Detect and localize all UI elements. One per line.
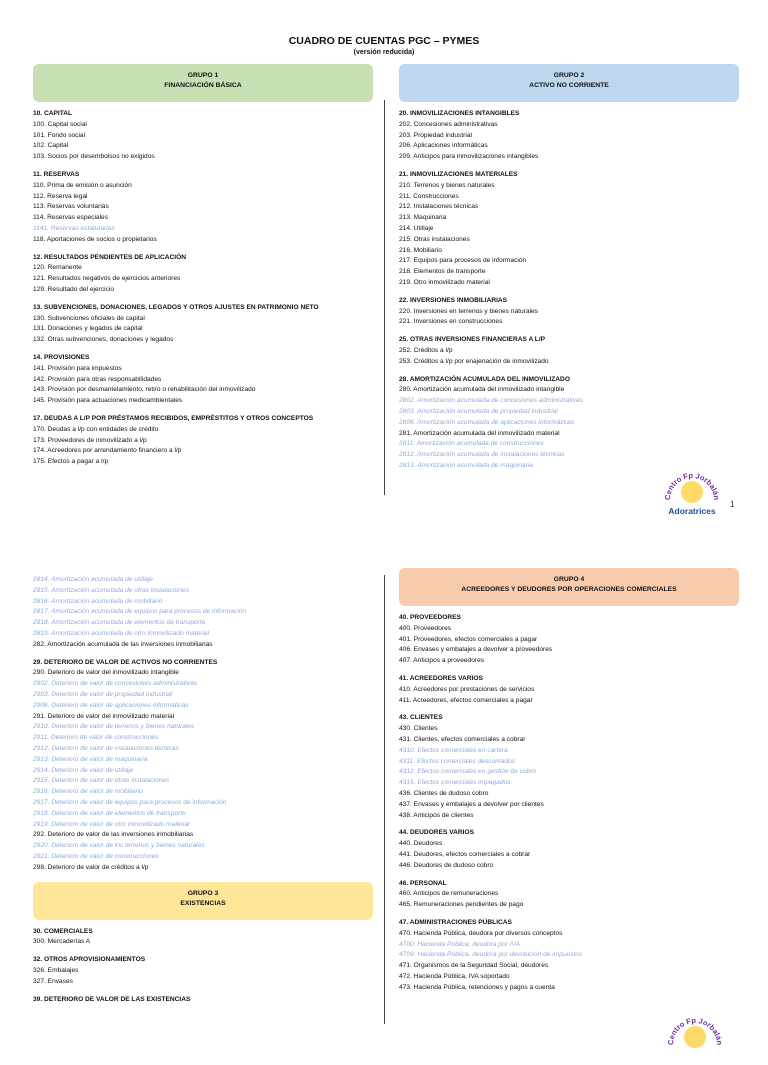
- subaccount-line: 2819. Amortización acumulada de otro inmovilizado material: [33, 629, 210, 637]
- account-line: 113. Reservas voluntarias: [33, 203, 109, 211]
- account-line: 174. Acreedores por arrendamiento financiero a l/p: [33, 447, 182, 455]
- logo-arc-text: Centro Fp Jorbalán: [665, 1015, 725, 1046]
- subaccount-line: 2818. Amortización acumulada de elementos de transporte: [33, 619, 206, 627]
- account-line: 280. Amortización acumulada del inmovilizado intangible: [399, 386, 565, 394]
- account-line: 132. Otras subvenciones, donaciones y legados: [33, 336, 174, 344]
- document-subtitle: (versión reducida): [353, 49, 415, 56]
- account-line: 465. Remuneraciones pendientes de pago: [399, 901, 524, 909]
- account-line: 173. Proveedores de inmovilizado a l/p: [33, 436, 147, 444]
- account-line: 473. Hacienda Pública, retenciones y pagos a cuenta: [399, 983, 555, 991]
- account-line: 141. Provisión para impuestos: [33, 364, 122, 372]
- subaccount-line: 2814. Amortización acumulada de utillaje: [33, 576, 153, 583]
- account-line: 213. Maquinaria: [399, 214, 447, 222]
- group-1-column: [33, 64, 373, 468]
- account-line: 401. Proveedores, efectos comerciales a pagar: [399, 635, 538, 643]
- account-section: [33, 353, 373, 407]
- section-heading: 10. CAPITAL: [33, 110, 73, 117]
- account-line: 215. Otras instalaciones: [399, 235, 470, 243]
- group-4-sections: [399, 613, 739, 994]
- account-line: 100. Capital social: [33, 120, 87, 128]
- account-line: 470. Hacienda Pública, deudora por diversos conceptos: [399, 929, 563, 937]
- account-line: 282. Amortización acumulada de las inversiones inmobiliarias: [33, 640, 213, 648]
- account-section: [399, 674, 739, 706]
- subaccount-line: 2811. Amortización acumulada de construcciones: [399, 440, 544, 448]
- subaccount-line: 2912. Deterioro de valor de instalaciones técnicas: [33, 744, 179, 752]
- account-line: 170. Deudas a l/p con entidades de crédito: [33, 425, 159, 433]
- account-section: [399, 170, 739, 289]
- subaccount-line: 2914. Deterioro de valor de utillaje: [33, 766, 134, 774]
- account-line: 216. Mobiliario: [399, 246, 442, 254]
- logo-name: Adoratrices: [668, 506, 716, 516]
- column-divider: [384, 575, 385, 1024]
- account-section: [399, 613, 739, 667]
- account-line: 440. Deudores: [399, 840, 443, 848]
- subaccount-line: 2906. Deterioro de valor de aplicaciones informáticas: [33, 701, 189, 709]
- account-line: 221. Inversiones en construcciones: [399, 318, 503, 326]
- group-2-continued-column: [33, 575, 373, 1005]
- account-line: 253. Créditos a l/p por enajenación de inmovilizado: [399, 357, 549, 365]
- subaccount-line: 2812. Amortización acumulada de instalaciones técnicas: [399, 451, 565, 459]
- account-line: 214. Utillaje: [399, 224, 434, 232]
- group-1-sections: [33, 109, 373, 468]
- subaccount-line: 2919. Deterioro de valor de otro inmovilizado material: [33, 820, 190, 828]
- group-2-header: [399, 64, 739, 102]
- account-line: 411. Acreedores, efectos comerciales a pagar: [399, 696, 533, 704]
- group-title: ACREEDORES Y DEUDORES POR OPERACIONES COMERCIALES: [461, 586, 677, 593]
- account-line: 437. Envases y embalajes a devolver por clientes: [399, 800, 544, 808]
- group-title: ACTIVO NO CORRIENTE: [529, 82, 609, 89]
- account-line: 326. Embalajes: [33, 966, 79, 974]
- account-line: 110. Prima de emisión o asunción: [33, 181, 132, 189]
- subaccount-line: 4311. Efectos comerciales descontados: [399, 757, 516, 765]
- subaccount-line: 2816. Amortización acumulada de mobiliario: [33, 597, 163, 605]
- group-2-continued-sections: [33, 575, 373, 874]
- account-line: 446. Deudores de dudoso cobro: [399, 861, 494, 869]
- account-line: 131. Donaciones y legados de capital: [33, 325, 143, 333]
- subaccount-line: 4315. Efectos comerciales impagados: [399, 779, 511, 787]
- section-heading: 11. RESERVAS: [33, 170, 80, 178]
- group-2-column: [399, 64, 739, 472]
- account-line: 114. Reservas especiales: [33, 214, 109, 222]
- subaccount-line: 4700. Hacienda Pública, deudora por IVA: [399, 940, 520, 948]
- account-line: 143. Provisión por desmantelamiento, retiro o rehabilitación del inmovilizado: [33, 386, 256, 394]
- subaccount-line: 2806. Amortización acumulada de aplicaciones informáticas: [399, 418, 574, 426]
- subaccount-line: 2920. Deterioro de valor de los terrenos y bienes naturales: [33, 842, 205, 850]
- account-section: [33, 170, 373, 246]
- account-line: 438. Anticipos de clientes: [399, 811, 474, 819]
- logo-emblem-icon: [665, 1005, 725, 1053]
- account-line: 281. Amortización acumulada del inmovilizado material: [399, 429, 560, 437]
- section-heading: 14. PROVISIONES: [33, 353, 90, 361]
- subaccount-line: 4709. Hacienda Pública, deudora por devolución de impuestos: [399, 951, 583, 959]
- account-line: 460. Anticipos de remuneraciones: [399, 890, 499, 898]
- section-heading: 43. CLIENTES: [399, 714, 443, 722]
- account-line: 327. Envases: [33, 977, 73, 985]
- account-line: 101. Fondo social: [33, 131, 86, 139]
- subaccount-line: 2803. Amortización acumulada de propiedad industrial: [399, 407, 558, 415]
- account-line: 120. Remanente: [33, 264, 82, 272]
- section-heading: 29. DETERIORO DE VALOR DE ACTIVOS NO CORRIENTES: [33, 658, 218, 666]
- page-number: 1: [730, 500, 735, 509]
- account-line: 129. Resultado del ejercicio: [33, 285, 115, 293]
- centro-fp-logo: [665, 1005, 735, 1065]
- account-section: [399, 335, 739, 367]
- subaccount-line: 2917. Deterioro de valor de equipos para procesos de información: [33, 798, 227, 806]
- account-section: [33, 109, 373, 163]
- account-section: [33, 658, 373, 874]
- column-divider: [384, 100, 385, 495]
- account-line: 431. Clientes, efectos comerciales a cobrar: [399, 735, 526, 743]
- account-line: 218. Elementos de transporte: [399, 268, 486, 276]
- subaccount-line: 2815. Amortización acumulada de otras instalaciones: [33, 586, 189, 594]
- subaccount-line: 4312. Efectos comerciales en gestión de cobro: [399, 768, 537, 776]
- account-line: 220. Inversiones en terrenos y bienes naturales: [399, 307, 538, 315]
- account-section: [399, 713, 739, 821]
- account-section: [33, 955, 373, 987]
- account-line: 300. Mercaderías A: [33, 938, 91, 946]
- account-line: 410. Acreedores por prestaciones de servicios: [399, 685, 535, 693]
- section-heading: 44. DEUDORES VARIOS: [399, 829, 474, 837]
- account-line: 212. Instalaciones técnicas: [399, 203, 479, 211]
- subaccount-line: 2913. Deterioro de valor de maquinaria: [33, 755, 148, 763]
- account-line: 121. Resultados negativos de ejercicios anteriores: [33, 275, 181, 283]
- account-section: [399, 296, 739, 328]
- account-line: 130. Subvenciones oficiales de capital: [33, 314, 145, 322]
- account-section: [33, 995, 373, 1006]
- subaccount-line: 2918. Deterioro de valor de elementos de transporte: [33, 809, 186, 817]
- account-line: 291. Deterioro de valor del inmovilizado material: [33, 712, 175, 720]
- subaccount-line: 2817. Amortización acumulada de equipos para procesos de información: [33, 608, 247, 616]
- subaccount-line: 1141. Reservas estatutarias: [33, 224, 115, 232]
- group-number: GRUPO 1: [187, 72, 219, 79]
- group-4-header: [399, 568, 739, 606]
- section-heading: 46. PERSONAL: [399, 879, 447, 887]
- subaccount-line: 2911. Deterioro de valor de construcciones: [33, 734, 159, 742]
- group-title: FINANCIACIÓN BÁSICA: [164, 82, 242, 89]
- section-heading: 39. DETERIORO DE VALOR DE LAS EXISTENCIAS: [33, 995, 191, 1003]
- account-line: 202. Concesiones administrativas: [399, 120, 498, 128]
- group-number: GRUPO 4: [553, 576, 585, 583]
- account-line: 206. Aplicaciones informáticas: [399, 142, 488, 150]
- group-4-column: [399, 568, 739, 994]
- account-line: 142. Provisión para otras responsabilidades: [33, 375, 162, 383]
- subaccount-line: 2916. Deterioro de valor de mobiliario: [33, 788, 143, 796]
- section-heading: 40. PROVEEDORES: [399, 614, 461, 621]
- section-heading: 20. INMOVILIZACIONES INTANGIBLES: [399, 110, 520, 117]
- group-number: GRUPO 3: [187, 889, 219, 897]
- account-line: 145. Provisión para actuaciones medioambientales: [33, 397, 183, 405]
- account-line: 400. Proveedores: [399, 624, 452, 632]
- section-heading: 47. ADMINISTRACIONES PÚBLICAS: [399, 918, 512, 926]
- subaccount-line: 2903. Deterioro de valor de propiedad industrial: [33, 690, 173, 698]
- group-3-sections: [33, 927, 373, 1006]
- group-number: GRUPO 2: [553, 72, 585, 79]
- account-line: 112. Reserva legal: [33, 192, 88, 200]
- account-section: [33, 253, 373, 296]
- account-line: 430. Clientes: [399, 725, 438, 733]
- section-heading: 25. OTRAS INVERSIONES FINANCIERAS A L/P: [399, 336, 546, 344]
- document-page-2: [0, 565, 768, 1046]
- account-section: [399, 828, 739, 871]
- account-line: 102. Capital: [33, 142, 69, 150]
- account-section: [399, 375, 739, 472]
- subaccount-line: 4310. Efectos comerciales en cartera: [399, 746, 508, 754]
- account-line: 118. Aportaciones de socios o propietarios: [33, 235, 157, 243]
- section-heading: 12. RESULTADOS PENDIENTES DE APLICACIÓN: [33, 253, 187, 261]
- account-line: 209. Anticipos para inmovilizaciones intangibles: [399, 153, 539, 161]
- centro-fp-logo: [662, 460, 735, 520]
- document-title: CUADRO DE CUENTAS PGC – PYMES: [288, 35, 480, 47]
- account-section: [33, 414, 373, 468]
- account-line: 219. Otro inmovilizado material: [399, 278, 490, 286]
- logo-arc-text: Centro Fp Jorbalán: [662, 470, 722, 501]
- section-heading: 13. SUBVENCIONES, DONACIONES, LEGADOS Y OTROS AJUSTES EN PATRIMONIO NETO: [33, 303, 319, 311]
- section-heading: 21. INMOVILIZACIONES MATERIALES: [399, 170, 518, 178]
- logo-emblem-icon: [662, 460, 722, 508]
- account-line: 103. Socios por desembolsos no exigidos: [33, 153, 155, 161]
- group-3-header: [33, 882, 373, 920]
- account-line: 407. Anticipos a proveedores: [399, 657, 485, 665]
- subaccount-line: 2813. Amortización acumulada de maquinaria: [399, 461, 533, 469]
- account-line: 210. Terrenos y bienes naturales: [399, 181, 495, 189]
- document-page-1: [0, 0, 768, 530]
- account-line: 298. Deterioro de valor de créditos a l/p: [33, 863, 149, 871]
- account-section: [399, 918, 739, 994]
- subaccount-line: 2910. Deterioro de valor de terrenos y bienes naturales: [33, 723, 195, 731]
- account-line: 441. Deudores, efectos comerciales a cobrar: [399, 850, 531, 858]
- subaccount-line: 2915. Deterioro de valor de otras instalaciones: [33, 777, 170, 785]
- section-heading: 17. DEUDAS A L/P POR PRÉSTAMOS RECIBIDOS, EMPRÉSTITOS Y OTROS CONCEPTOS: [33, 414, 314, 422]
- account-line: 292. Deterioro de valor de las inversiones inmobiliarias: [33, 831, 194, 839]
- subaccount-line: 2902. Deterioro de valor de concesiones administrativas: [33, 680, 198, 688]
- section-heading: 28. AMORTIZACIÓN ACUMULADA DEL INMOVILIZADO: [399, 375, 570, 383]
- account-line: 252. Créditos a l/p: [399, 346, 453, 354]
- account-line: 406. Envases y embalajes a devolver a proveedores: [399, 646, 553, 654]
- account-line: 471. Organismos de la Seguridad Social, deudores: [399, 962, 549, 970]
- group-title: EXISTENCIAS: [180, 899, 226, 907]
- account-section: [399, 109, 739, 163]
- subaccount-line: 2921. Deterioro de valor de construcciones: [33, 852, 159, 860]
- account-line: 290. Deterioro de valor del inmovilizado intangible: [33, 669, 179, 677]
- account-section: [33, 303, 373, 346]
- group-2-sections: [399, 109, 739, 472]
- account-line: 175. Efectos a pagar a l/p: [33, 458, 109, 466]
- account-line: 217. Equipos para procesos de información: [399, 257, 527, 265]
- subaccount-line: 2802. Amortización acumulada de concesiones administrativas: [399, 397, 583, 405]
- section-heading: 41. ACREEDORES VARIOS: [399, 674, 483, 682]
- account-section: [33, 927, 373, 949]
- section-heading: 22. INVERSIONES INMOBILIARIAS: [399, 296, 508, 304]
- account-line: 203. Propiedad industrial: [399, 131, 472, 139]
- group-1-header: [33, 64, 373, 102]
- account-line: 436. Clientes de dudoso cobro: [399, 789, 489, 797]
- account-section: [33, 575, 373, 651]
- account-line: 472. Hacienda Pública, IVA soportado: [399, 972, 510, 980]
- section-heading: 32. OTROS APROVISIONAMIENTOS: [33, 956, 146, 964]
- account-line: 211. Construcciones: [399, 192, 459, 200]
- section-heading: 30. COMERCIALES: [33, 927, 93, 935]
- account-section: [399, 879, 739, 911]
